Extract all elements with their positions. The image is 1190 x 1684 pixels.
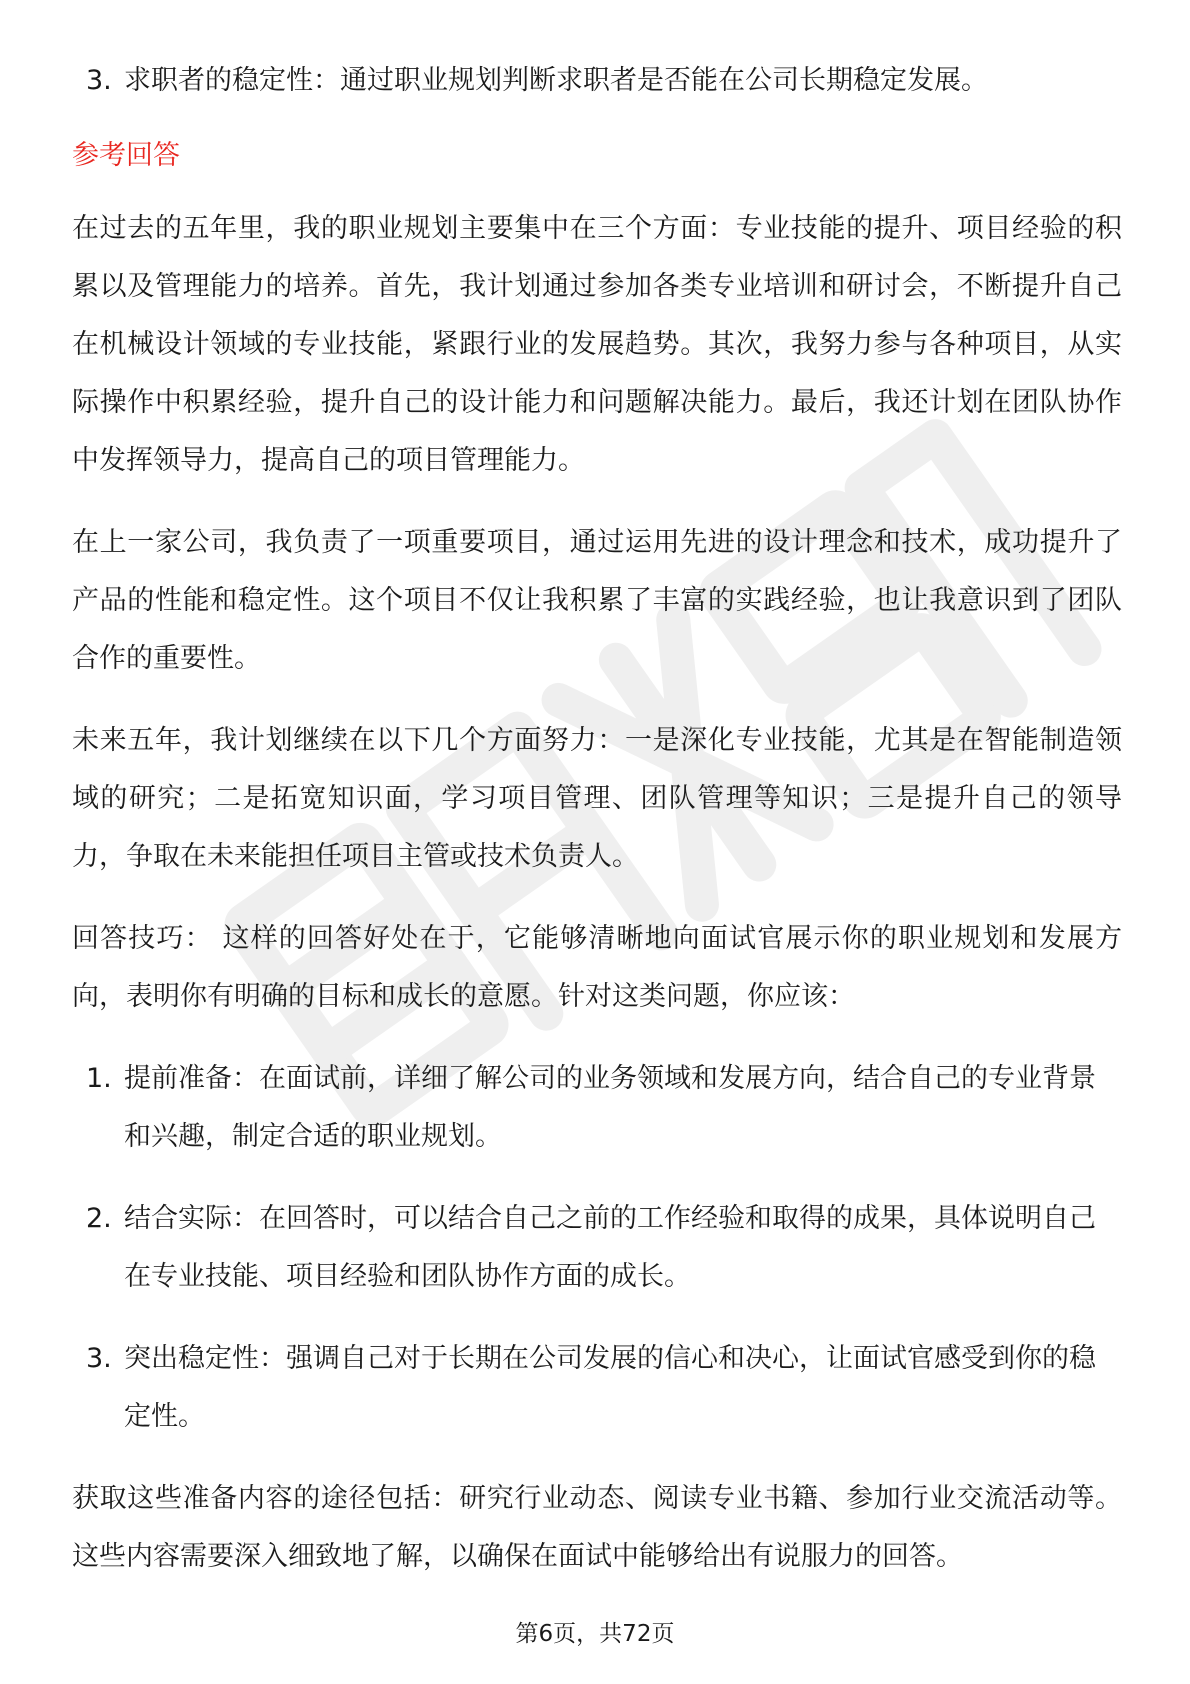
list-item	[72, 1330, 1122, 1446]
list-number: 1.	[86, 1063, 112, 1094]
page-footer: 第6页，共72页	[515, 1621, 675, 1647]
list-number: 2.	[86, 1203, 112, 1234]
list-number: 3.	[86, 65, 112, 96]
closing-paragraph: 获取这些准备内容的途径包括：研究行业动态、阅读专业书籍、参加行业交流活动等。这些内容需要深入细致地了解，以确保在面试中能够给出有说服力的回答。	[72, 1483, 1122, 1572]
paragraph: 在上一家公司，我负责了一项重要项目，通过运用先进的设计理念和技术，成功提升了产品的性能和稳定性。这个项目不仅让我积累了丰富的实践经验，也让我意识到了团队合作的重要性。	[72, 527, 1122, 674]
list-text: 结合实际：在回答时，可以结合自己之前的工作经验和取得的成果，具体说明自己在专业技能、项目经验和团队协作方面的成长。	[124, 1203, 1096, 1292]
list-item	[72, 1190, 1122, 1306]
paragraph: 未来五年，我计划继续在以下几个方面努力：一是深化专业技能，尤其是在智能制造领域的研究；二是拓宽知识面，学习项目管理、团队管理等知识；三是提升自己的领导力，争取在未来能担任项目主管或技术负责人。	[72, 725, 1122, 872]
list-text: 突出稳定性：强调自己对于长期在公司发展的信心和决心，让面试官感受到你的稳定性。	[124, 1343, 1096, 1432]
list-text: 提前准备：在面试前，详细了解公司的业务领域和发展方向，结合自己的专业背景和兴趣，制定合适的职业规划。	[124, 1063, 1096, 1152]
tips-list	[72, 1050, 1122, 1446]
list-item	[72, 1050, 1122, 1166]
paragraph: 在过去的五年里，我的职业规划主要集中在三个方面：专业技能的提升、项目经验的积累以及管理能力的培养。首先，我计划通过参加各类专业培训和研讨会，不断提升自己在机械设计领域的专业技能，紧跟行业的发展趋势。其次，我努力参与各种项目，从实际操作中积累经验，提升自己的设计能力和问题解决能力。最后，我还计划在团队协作中发挥领导力，提高自己的项目管理能力。	[72, 213, 1122, 476]
content-area	[72, 52, 1122, 1610]
list-number: 3.	[86, 1343, 112, 1374]
section-heading: 参考回答	[72, 140, 180, 171]
list-text: 求职者的稳定性：通过职业规划判断求职者是否能在公司长期稳定发展。	[124, 65, 988, 96]
intro-list-item	[72, 52, 1122, 110]
paragraph: 回答技巧： 这样的回答好处在于，它能够清晰地向面试官展示你的职业规划和发展方向，表明你有明确的目标和成长的意愿。针对这类问题，你应该：	[72, 923, 1122, 1012]
